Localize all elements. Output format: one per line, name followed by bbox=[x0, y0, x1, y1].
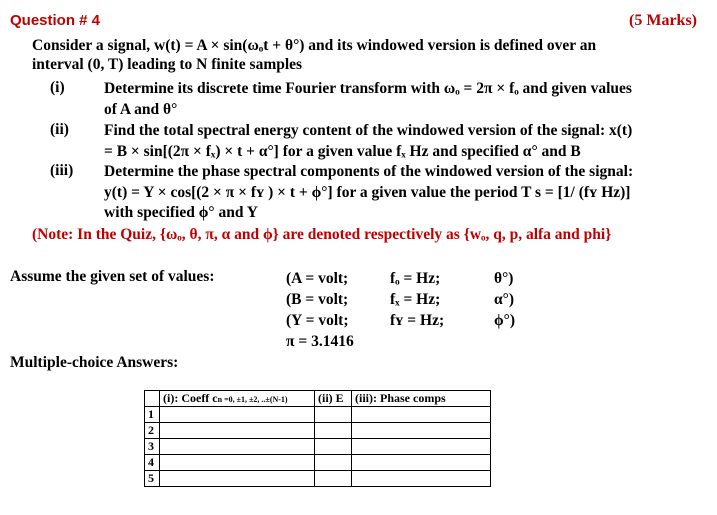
header-coeff-sub: n =0, ±1, ±2, ..±(N-1) bbox=[217, 395, 288, 404]
value-line: (B = volt; bbox=[286, 291, 349, 308]
table-row bbox=[145, 471, 491, 487]
question-title: Question # 4 bbox=[10, 12, 101, 29]
value-line: (Y = volt; bbox=[286, 312, 349, 329]
answer-cell[interactable] bbox=[315, 423, 352, 439]
row-number: 5 bbox=[145, 471, 160, 487]
answer-cell[interactable] bbox=[160, 471, 315, 487]
values-col-amplitude bbox=[286, 268, 354, 352]
header-coeff bbox=[160, 391, 315, 407]
table-row bbox=[145, 407, 491, 423]
value-line: ϕ°) bbox=[494, 312, 516, 329]
header-phase: (iii): Phase comps bbox=[352, 391, 491, 407]
answer-cell[interactable] bbox=[160, 407, 315, 423]
table-row bbox=[145, 439, 491, 455]
answer-cell[interactable] bbox=[352, 439, 491, 455]
answers-table bbox=[144, 390, 491, 487]
answer-cell[interactable] bbox=[352, 455, 491, 471]
answer-cell[interactable] bbox=[315, 439, 352, 455]
intro-line: interval (0, T) leading to N finite samples bbox=[32, 56, 303, 73]
row-number: 3 bbox=[145, 439, 160, 455]
item-line: of A and θ° bbox=[104, 100, 178, 118]
answer-cell[interactable] bbox=[352, 407, 491, 423]
value-line: fʏ = Hz; bbox=[390, 312, 445, 329]
answer-cell[interactable] bbox=[160, 439, 315, 455]
item-line: Find the total spectral energy content of the windowed version of the signal: x(t) bbox=[104, 122, 633, 139]
item-iii-text bbox=[104, 162, 633, 224]
assume-label: Assume the given set of values: bbox=[10, 268, 215, 285]
values-col-phase bbox=[494, 268, 515, 331]
answer-cell[interactable] bbox=[315, 471, 352, 487]
item-line: Determine its discrete time Fourier transform with ωₒ = 2π × fₒ and given values bbox=[104, 80, 632, 97]
quiz-note: (Note: In the Quiz, {ωₒ, θ, π, α and ϕ} are denoted respectively as {wₒ, q, p, alfa and phi} bbox=[32, 226, 612, 243]
table-header-row bbox=[145, 391, 491, 407]
value-line: (A = volt; bbox=[286, 270, 349, 287]
question-marks: (5 Marks) bbox=[629, 12, 697, 29]
value-line: θ°) bbox=[494, 270, 514, 287]
question-intro bbox=[32, 36, 596, 74]
answer-cell[interactable] bbox=[315, 407, 352, 423]
item-number: (ii) bbox=[50, 121, 69, 138]
value-line: fₓ = Hz; bbox=[390, 291, 441, 308]
answer-cell[interactable] bbox=[160, 455, 315, 471]
answer-cell[interactable] bbox=[352, 471, 491, 487]
value-line: α°) bbox=[494, 291, 515, 308]
row-number: 1 bbox=[145, 407, 160, 423]
values-col-frequency bbox=[390, 268, 444, 331]
answer-cell[interactable] bbox=[160, 423, 315, 439]
item-ii-text bbox=[104, 121, 632, 162]
item-i-text bbox=[104, 79, 632, 120]
intro-line: Consider a signal, w(t) = A × sin(ωₒt + θ°) and its windowed version is defined over an bbox=[32, 37, 597, 54]
item-line: y(t) = Y × cos[(2 × π × fʏ ) × t + ϕ°] for a given value the period T s = [1/ (fʏ Hz)] bbox=[104, 183, 631, 201]
blank-header-cell bbox=[145, 391, 160, 407]
answer-cell[interactable] bbox=[315, 455, 352, 471]
item-number: (iii) bbox=[50, 162, 74, 179]
item-line: Determine the phase spectral components of the windowed version of the signal: bbox=[104, 163, 634, 180]
item-number: (i) bbox=[50, 79, 65, 96]
header-coeff-main: (i): Coeff c bbox=[163, 391, 218, 405]
row-number: 2 bbox=[145, 423, 160, 439]
value-line: fₒ = Hz; bbox=[390, 270, 441, 287]
item-line: with specified ϕ° and Y bbox=[104, 204, 258, 221]
row-number: 4 bbox=[145, 455, 160, 471]
table-row bbox=[145, 455, 491, 471]
item-line: = B × sin[(2π × fₓ) × t + α°] for a given value fₓ Hz and specified α° and B bbox=[104, 142, 581, 160]
answer-cell[interactable] bbox=[352, 423, 491, 439]
mc-answers-label: Multiple-choice Answers: bbox=[10, 354, 179, 371]
value-line: π = 3.1416 bbox=[286, 333, 354, 350]
header-energy: (ii) E bbox=[315, 391, 352, 407]
table-row bbox=[145, 423, 491, 439]
